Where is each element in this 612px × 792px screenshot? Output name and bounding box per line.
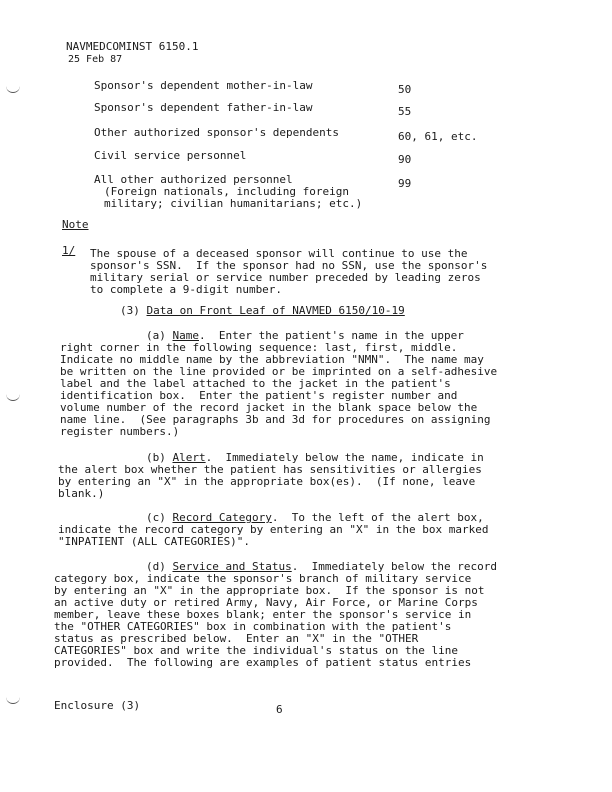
table-row-code: 50 xyxy=(398,83,412,96)
text-line: Indicate no middle name by the abbreviation "NMN". The name may xyxy=(60,353,484,366)
footnote-marker: 1/ xyxy=(62,244,76,257)
table-note-line: military; civilian humanitarians; etc.) xyxy=(104,197,363,210)
text-line: . To the left of the alert box, xyxy=(271,511,484,524)
instruction-number: NAVMEDCOMINST 6150.1 xyxy=(66,40,199,53)
table-row-code: 60, 61, etc. xyxy=(398,130,478,143)
table-row-code: 55 xyxy=(398,105,412,118)
text-line: category box, indicate the sponsor's branch of military service xyxy=(54,572,472,585)
text-line: CATEGORIES" box and write the individual's status on the line xyxy=(54,644,458,657)
section-number: (3) xyxy=(120,304,140,317)
paragraph-marker: (d) xyxy=(146,560,166,573)
paragraph-heading: Record Category xyxy=(172,511,272,524)
text-line: "INPATIENT (ALL CATEGORIES)". xyxy=(58,535,251,548)
table-row-label: All other authorized personnel xyxy=(94,173,293,186)
text-line: be written on the line provided or be imprinted on a self-adhesive xyxy=(60,365,498,378)
enclosure-label: Enclosure (3) xyxy=(54,699,141,712)
paragraph-marker: (c) xyxy=(146,511,166,524)
text-line: status as prescribed below. Enter an "X" in the "OTHER xyxy=(54,632,419,645)
text-line: . Immediately below the name, indicate in xyxy=(205,451,484,464)
text-line: register numbers.) xyxy=(60,425,180,438)
section-title: Data on Front Leaf of NAVMED 6150/10-19 xyxy=(146,304,405,317)
text-line: indicate the record category by entering an "X" in the box marked xyxy=(58,523,489,536)
text-line: to complete a 9-digit number. xyxy=(90,283,283,296)
text-line: member, leave these boxes blank; enter the sponsor's service in xyxy=(54,608,472,621)
binder-hole-mark xyxy=(6,86,20,93)
text-line: . Immediately below the record xyxy=(291,560,498,573)
paragraph-heading: Alert xyxy=(172,451,206,464)
section-heading xyxy=(120,305,405,316)
table-row-label: Sponsor's dependent mother-in-law xyxy=(94,79,313,92)
table-row-code: 90 xyxy=(398,153,412,166)
binder-hole-mark xyxy=(6,697,20,704)
binder-hole-mark xyxy=(6,394,20,401)
paragraph-heading: Service and Status xyxy=(172,560,292,573)
text-line: name line. (See paragraphs 3b and 3d for procedures on assigning xyxy=(60,413,491,426)
text-line: the alert box whether the patient has sensitivities or allergies xyxy=(58,463,482,476)
paragraph-marker: (a) xyxy=(146,329,166,342)
text-line: The spouse of a deceased sponsor will continue to use the xyxy=(90,247,468,260)
instruction-date: 25 Feb 87 xyxy=(68,54,123,65)
text-line: right corner in the following sequence: last, first, middle. xyxy=(60,341,458,354)
paragraph-heading: Name xyxy=(172,329,199,342)
text-line: by entering an "X" in the appropriate box. If the sponsor is not xyxy=(54,584,485,597)
paragraph-marker: (b) xyxy=(146,451,166,464)
text-line: an active duty or retired Army, Navy, Air Force, or Marine Corps xyxy=(54,596,478,609)
table-row-label: Civil service personnel xyxy=(94,149,247,162)
note-heading: Note xyxy=(62,218,89,231)
text-line: provided. The following are examples of patient status entries xyxy=(54,656,472,669)
text-line: military serial or service number preceded by leading zeros xyxy=(90,271,481,284)
text-line: . Enter the patient's name in the upper xyxy=(199,329,464,342)
text-line: by entering an "X" in the appropriate box(es). (If none, leave xyxy=(58,475,476,488)
page-number: 6 xyxy=(276,703,283,716)
text-line: identification box. Enter the patient's register number and xyxy=(60,389,458,402)
text-line: label and the label attached to the jacket in the patient's xyxy=(60,377,451,390)
table-row-code: 99 xyxy=(398,177,412,190)
table-note-line: (Foreign nationals, including foreign xyxy=(104,185,350,198)
text-line: the "OTHER CATEGORIES" box in combination with the patient's xyxy=(54,620,452,633)
table-row-label: Sponsor's dependent father-in-law xyxy=(94,101,313,114)
text-line: volume number of the record jacket in the blank space below the xyxy=(60,401,478,414)
text-line: blank.) xyxy=(58,487,105,500)
table-row-label: Other authorized sponsor's dependents xyxy=(94,126,340,139)
text-line: sponsor's SSN. If the sponsor had no SSN, use the sponsor's xyxy=(90,259,488,272)
